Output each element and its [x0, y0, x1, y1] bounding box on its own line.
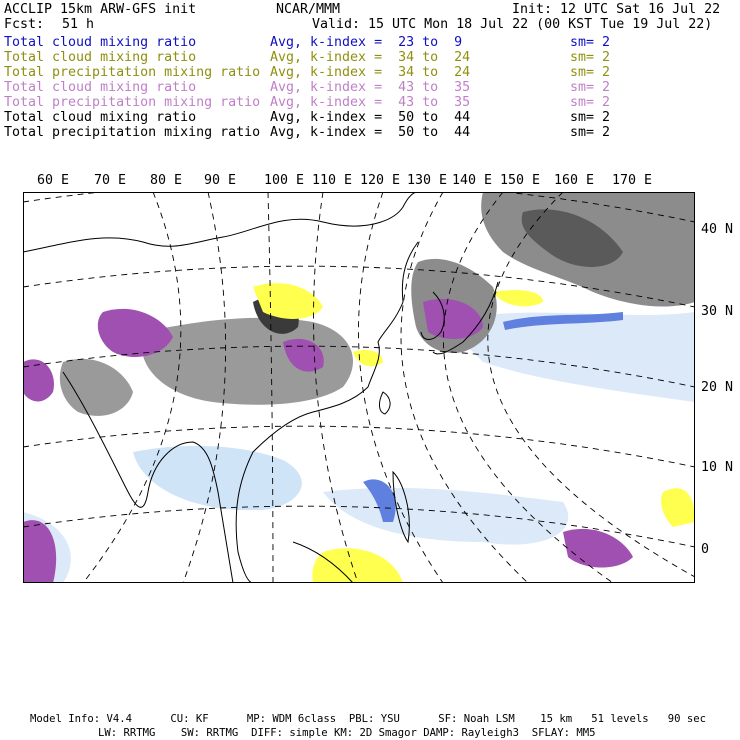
legend-field: Total precipitation mixing ratio	[4, 125, 261, 140]
legend-field: Total precipitation mixing ratio	[4, 95, 261, 110]
lat-label: 20 N	[701, 380, 734, 395]
init-time: Init: 12 UTC Sat 16 Jul 22	[512, 2, 721, 17]
legend-avg: Avg, k-index = 34 to 24	[270, 50, 471, 65]
lon-label: 120 E	[360, 173, 401, 188]
legend-avg: Avg, k-index = 43 to 35	[270, 95, 471, 110]
legend-avg: Avg, k-index = 23 to 9	[270, 35, 463, 50]
model-info-line2: LW: RRTMG SW: RRTMG DIFF: simple KM: 2D Smagor DAMP: Rayleigh3 SFLAY: MM5	[98, 727, 596, 739]
lon-label: 130 E	[407, 173, 448, 188]
legend-field: Total precipitation mixing ratio	[4, 65, 261, 80]
lon-label: 80 E	[150, 173, 183, 188]
lat-label: 10 N	[701, 460, 734, 475]
valid-time: Valid: 15 UTC Mon 18 Jul 22 (00 KST Tue 19 Jul 22)	[312, 17, 713, 32]
lat-label: 0	[701, 542, 710, 557]
lon-label: 110 E	[312, 173, 353, 188]
lat-label: 30 N	[701, 304, 734, 319]
organization: NCAR/MMM	[276, 2, 341, 17]
model-title: ACCLIP 15km ARW-GFS init	[4, 2, 197, 17]
legend-sm: sm= 2	[570, 125, 611, 140]
fcst-value: 51 h	[62, 17, 95, 32]
lon-label: 150 E	[500, 173, 541, 188]
lon-label: 60 E	[37, 173, 70, 188]
legend-field: Total cloud mixing ratio	[4, 110, 197, 125]
lon-label: 90 E	[204, 173, 237, 188]
map-panel	[23, 192, 695, 583]
legend-avg: Avg, k-index = 50 to 44	[270, 110, 471, 125]
legend-avg: Avg, k-index = 43 to 35	[270, 80, 471, 95]
lon-label: 140 E	[452, 173, 493, 188]
lon-label: 70 E	[94, 173, 127, 188]
legend-avg: Avg, k-index = 34 to 24	[270, 65, 471, 80]
legend-sm: sm= 2	[570, 50, 611, 65]
legend-sm: sm= 2	[570, 80, 611, 95]
lon-label: 100 E	[264, 173, 305, 188]
lat-label: 40 N	[701, 222, 734, 237]
legend-avg: Avg, k-index = 50 to 44	[270, 125, 471, 140]
lon-label: 160 E	[554, 173, 595, 188]
legend-sm: sm= 2	[570, 65, 611, 80]
legend-sm: sm= 2	[570, 110, 611, 125]
legend-field: Total cloud mixing ratio	[4, 35, 197, 50]
model-info-line1: Model Info: V4.4 CU: KF MP: WDM 6class PBL: YSU SF: Noah LSM 15 km 51 levels 90 sec	[30, 713, 707, 725]
lon-label: 170 E	[612, 173, 653, 188]
legend-field: Total cloud mixing ratio	[4, 80, 197, 95]
legend-field: Total cloud mixing ratio	[4, 50, 197, 65]
fcst-label: Fcst:	[4, 17, 45, 32]
legend-sm: sm= 2	[570, 95, 611, 110]
legend-sm: sm= 2	[570, 35, 611, 50]
